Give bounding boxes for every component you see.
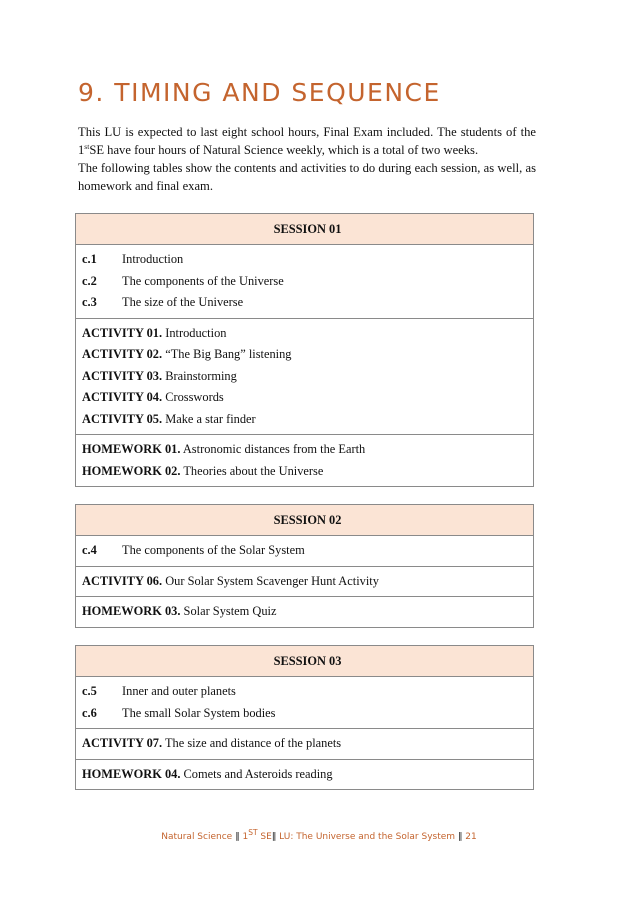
homework-label: HOMEWORK 02. bbox=[82, 463, 181, 478]
intro-p1-after: SE have four hours of Natural Science weekly, which is a total of two weeks. bbox=[89, 142, 479, 157]
content-row bbox=[82, 292, 533, 314]
session-02-contents bbox=[76, 536, 534, 567]
activity-label: ACTIVITY 06. bbox=[82, 573, 163, 588]
activity-label: ACTIVITY 01. bbox=[82, 325, 163, 340]
content-code: c.4 bbox=[82, 543, 97, 557]
session-03-homework bbox=[76, 759, 534, 790]
content-text: The size of the Universe bbox=[122, 295, 244, 309]
homework-row bbox=[82, 439, 533, 461]
activity-label: ACTIVITY 02. bbox=[82, 347, 163, 361]
content-code: c.3 bbox=[82, 295, 97, 309]
content-text: Introduction bbox=[122, 252, 184, 266]
homework-label: HOMEWORK 04. bbox=[82, 766, 181, 781]
content-code: c.5 bbox=[82, 684, 97, 698]
homework-row bbox=[82, 461, 533, 483]
content-row bbox=[82, 540, 533, 562]
intro-paragraph-1 bbox=[78, 124, 536, 159]
content-text: The small Solar System bodies bbox=[122, 705, 276, 720]
session-02-table bbox=[75, 504, 534, 628]
session-01-table bbox=[75, 213, 534, 487]
content-code: c.1 bbox=[82, 252, 97, 266]
session-01-activities bbox=[76, 318, 534, 435]
homework-row bbox=[82, 601, 533, 623]
footer-separator: ‖ bbox=[235, 832, 240, 842]
content-row bbox=[82, 703, 533, 725]
footer-grade-sup: ST bbox=[248, 828, 258, 837]
activity-text: Brainstorming bbox=[165, 368, 237, 383]
session-02-activities bbox=[76, 566, 534, 597]
activity-label: ACTIVITY 04. bbox=[82, 390, 163, 404]
session-03-header: SESSION 03 bbox=[76, 646, 534, 677]
footer-separator: ‖ bbox=[271, 832, 277, 842]
content-code: c.6 bbox=[82, 705, 97, 720]
content-text: The components of the Universe bbox=[122, 273, 284, 288]
section-heading: 9. TIMING AND SEQUENCE bbox=[78, 78, 441, 107]
intro-paragraph-2: The following tables show the contents and activities to do during each session, as well, as homework and final exam. bbox=[78, 161, 536, 193]
homework-text: Astronomic distances from the Earth bbox=[182, 442, 366, 456]
homework-label: HOMEWORK 03. bbox=[82, 604, 181, 618]
activity-row bbox=[82, 323, 533, 345]
homework-row bbox=[82, 764, 533, 786]
activity-text: Introduction bbox=[165, 325, 227, 340]
homework-label: HOMEWORK 01. bbox=[82, 442, 181, 456]
activity-row bbox=[82, 733, 533, 755]
activity-text: Our Solar System Scavenger Hunt Activity bbox=[165, 573, 379, 588]
session-02-header: SESSION 02 bbox=[76, 505, 534, 536]
activity-text: “The Big Bang” listening bbox=[165, 347, 292, 361]
content-row bbox=[82, 271, 533, 293]
activity-text: Crosswords bbox=[165, 390, 224, 404]
page-footer bbox=[0, 828, 638, 842]
session-03-activities bbox=[76, 729, 534, 760]
intro-p1-sup: st bbox=[84, 141, 90, 151]
content-text: Inner and outer planets bbox=[122, 684, 236, 698]
session-02-homework bbox=[76, 597, 534, 628]
footer-separator: ‖ bbox=[457, 832, 463, 842]
activity-row bbox=[82, 387, 533, 409]
content-row bbox=[82, 681, 533, 703]
session-01-header: SESSION 01 bbox=[76, 214, 534, 245]
activity-row bbox=[82, 571, 533, 593]
footer-unit: LU: The Universe and the Solar System bbox=[279, 832, 456, 842]
activity-text: The size and distance of the planets bbox=[164, 736, 342, 750]
activity-label: ACTIVITY 05. bbox=[82, 411, 163, 426]
intro-p1-before: This LU is expected to last eight school hours, Final Exam included. The students of the 1 bbox=[78, 125, 536, 157]
activity-label: ACTIVITY 07. bbox=[82, 736, 163, 750]
session-01-contents bbox=[76, 245, 534, 319]
activity-text: Make a star finder bbox=[165, 411, 256, 426]
content-text: The components of the Solar System bbox=[122, 543, 305, 557]
homework-text: Comets and Asteroids reading bbox=[183, 766, 333, 781]
content-code: c.2 bbox=[82, 273, 97, 288]
footer-grade bbox=[242, 828, 272, 842]
activity-row bbox=[82, 344, 533, 366]
session-01-homework bbox=[76, 435, 534, 487]
homework-text: Solar System Quiz bbox=[183, 604, 277, 618]
content-row bbox=[82, 249, 533, 271]
activity-row bbox=[82, 366, 533, 388]
footer-subject: Natural Science bbox=[161, 832, 233, 842]
activity-label: ACTIVITY 03. bbox=[82, 368, 163, 383]
footer-grade-rest: SE bbox=[257, 832, 272, 842]
footer-page-number: 21 bbox=[465, 832, 477, 842]
footer-grade-num: 1 bbox=[242, 832, 249, 842]
session-03-table bbox=[75, 645, 534, 790]
homework-text: Theories about the Universe bbox=[183, 463, 324, 478]
session-03-contents bbox=[76, 677, 534, 729]
activity-row bbox=[82, 409, 533, 431]
